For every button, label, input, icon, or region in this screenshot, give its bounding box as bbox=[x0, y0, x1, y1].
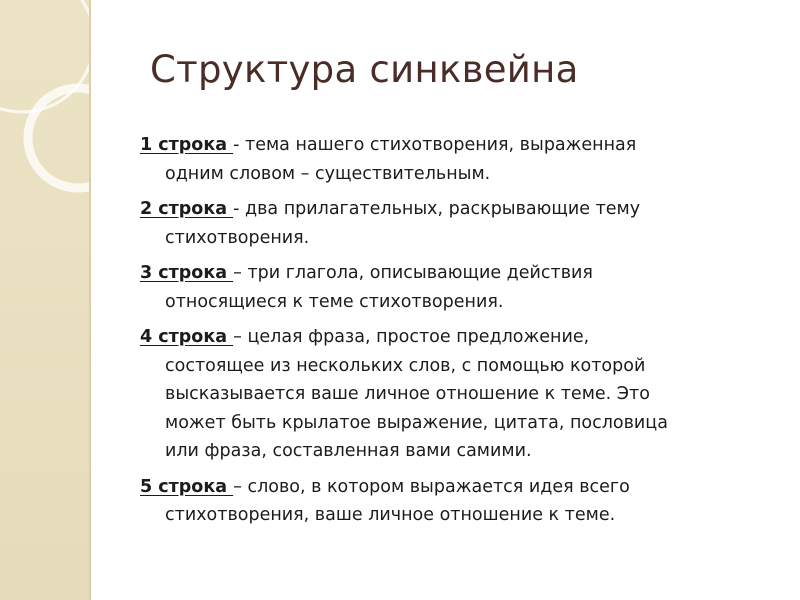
decorative-rings bbox=[0, 0, 89, 600]
list-item-line-4 bbox=[140, 323, 780, 466]
item-label: 3 строка bbox=[140, 263, 234, 283]
item-separator: - bbox=[233, 199, 246, 219]
item-separator: – bbox=[233, 476, 248, 497]
item-label: 1 строка bbox=[140, 135, 234, 155]
item-text: целая фраза, простое предложение, bbox=[247, 327, 590, 347]
item-separator: – bbox=[233, 327, 248, 347]
item-text: состоящее из нескольких слов, с помощью которой bbox=[165, 355, 646, 376]
item-label: 2 строка bbox=[140, 199, 234, 219]
list-item-line-3 bbox=[140, 259, 780, 316]
item-text: слово, в котором выражается идея всего bbox=[247, 476, 630, 497]
list-item-line-5 bbox=[140, 473, 780, 530]
item-text: относящиеся к теме стихотворения. bbox=[165, 291, 504, 312]
slide-title: Структура синквейна bbox=[150, 48, 579, 91]
item-text: стихотворения. bbox=[165, 227, 310, 248]
list-item-line-1 bbox=[140, 131, 780, 188]
item-label: 5 строка bbox=[140, 476, 234, 497]
item-separator: – bbox=[233, 263, 248, 283]
side-panel-divider bbox=[89, 0, 91, 600]
item-text: высказывается ваше личное отношение к теме. Это bbox=[165, 384, 650, 404]
item-text: стихотворения, ваше личное отношение к теме. bbox=[165, 505, 616, 525]
decorative-side-panel bbox=[0, 0, 89, 600]
item-label: 4 строка bbox=[140, 327, 234, 347]
item-separator: - bbox=[233, 135, 246, 155]
list-item-line-2 bbox=[140, 195, 780, 252]
item-text: может быть крылатое выражение, цитата, пословица bbox=[165, 412, 668, 433]
item-text: или фраза, составленная вами самими. bbox=[165, 441, 532, 461]
item-text: одним словом – существительным. bbox=[165, 163, 491, 184]
item-text: два прилагательных, раскрывающие тему bbox=[245, 199, 641, 219]
synquain-structure-list bbox=[140, 131, 780, 537]
item-text: тема нашего стихотворения, выраженная bbox=[245, 135, 637, 155]
item-text: три глагола, описывающие действия bbox=[247, 263, 593, 283]
